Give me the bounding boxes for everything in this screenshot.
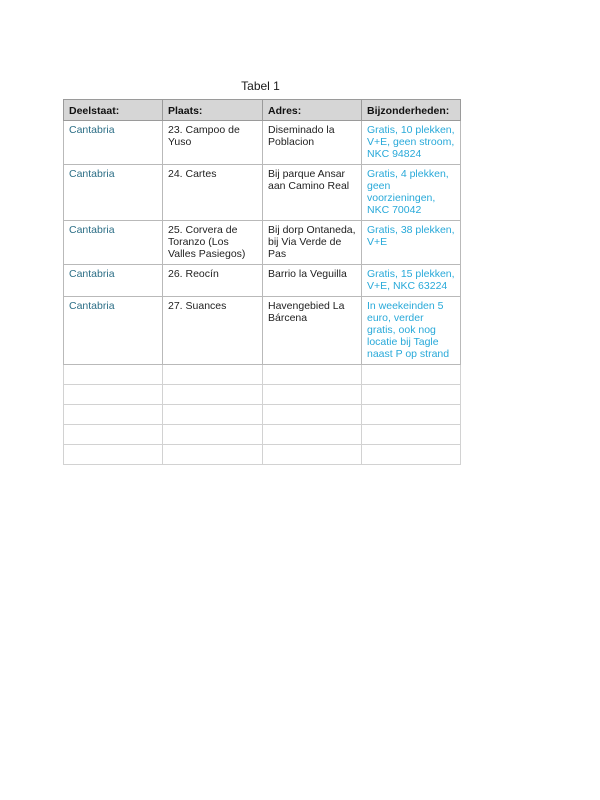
cell-state: Cantabria <box>64 121 163 165</box>
cell-state: Cantabria <box>64 297 163 365</box>
empty-cell <box>362 385 461 405</box>
empty-cell <box>163 405 263 425</box>
empty-cell <box>64 405 163 425</box>
cell-place: 27. Suances <box>163 297 263 365</box>
empty-cell <box>163 445 263 465</box>
empty-cell <box>163 385 263 405</box>
empty-cell <box>263 365 362 385</box>
cell-address: Barrio la Veguilla <box>263 265 362 297</box>
empty-cell <box>263 405 362 425</box>
empty-cell <box>64 365 163 385</box>
header-place: Plaats: <box>163 100 263 121</box>
cell-details: Gratis, 4 plekken, geen voorzieningen, NKC 70042 <box>362 165 461 221</box>
empty-cell <box>64 385 163 405</box>
table-row <box>64 221 461 265</box>
empty-cell <box>263 425 362 445</box>
table-title: Tabel 1 <box>241 79 280 93</box>
empty-cell <box>263 385 362 405</box>
cell-state: Cantabria <box>64 221 163 265</box>
empty-cell <box>362 405 461 425</box>
empty-cell <box>163 425 263 445</box>
header-address: Adres: <box>263 100 362 121</box>
cell-address: Havengebied La Bárcena <box>263 297 362 365</box>
cell-details: In weekeinden 5 euro, verder gratis, ook nog locatie bij Tagle naast P op strand <box>362 297 461 365</box>
cell-details: Gratis, 38 plekken, V+E <box>362 221 461 265</box>
cell-place: 24. Cartes <box>163 165 263 221</box>
empty-table-row <box>64 365 461 385</box>
cell-details: Gratis, 10 plekken, V+E, geen stroom, NKC 94824 <box>362 121 461 165</box>
cell-state: Cantabria <box>64 265 163 297</box>
cell-place: 23. Campoo de Yuso <box>163 121 263 165</box>
table-row <box>64 121 461 165</box>
empty-table-row <box>64 445 461 465</box>
empty-cell <box>362 365 461 385</box>
empty-table-row <box>64 385 461 405</box>
campsite-table <box>63 99 461 465</box>
cell-address: Bij dorp Ontaneda, bij Via Verde de Pas <box>263 221 362 265</box>
empty-cell <box>362 425 461 445</box>
cell-place: 26. Reocín <box>163 265 263 297</box>
header-details: Bijzonderheden: <box>362 100 461 121</box>
empty-table-row <box>64 425 461 445</box>
table-header-row <box>64 100 461 121</box>
cell-state: Cantabria <box>64 165 163 221</box>
empty-cell <box>163 365 263 385</box>
empty-cell <box>362 445 461 465</box>
table-row <box>64 297 461 365</box>
cell-place: 25. Corvera de Toranzo (Los Valles Pasiegos) <box>163 221 263 265</box>
table-row <box>64 165 461 221</box>
empty-table-row <box>64 405 461 425</box>
empty-cell <box>64 425 163 445</box>
cell-details: Gratis, 15 plekken, V+E, NKC 63224 <box>362 265 461 297</box>
cell-address: Diseminado la Poblacion <box>263 121 362 165</box>
header-state: Deelstaat: <box>64 100 163 121</box>
empty-cell <box>64 445 163 465</box>
cell-address: Bij parque Ansar aan Camino Real <box>263 165 362 221</box>
table-row <box>64 265 461 297</box>
empty-cell <box>263 445 362 465</box>
